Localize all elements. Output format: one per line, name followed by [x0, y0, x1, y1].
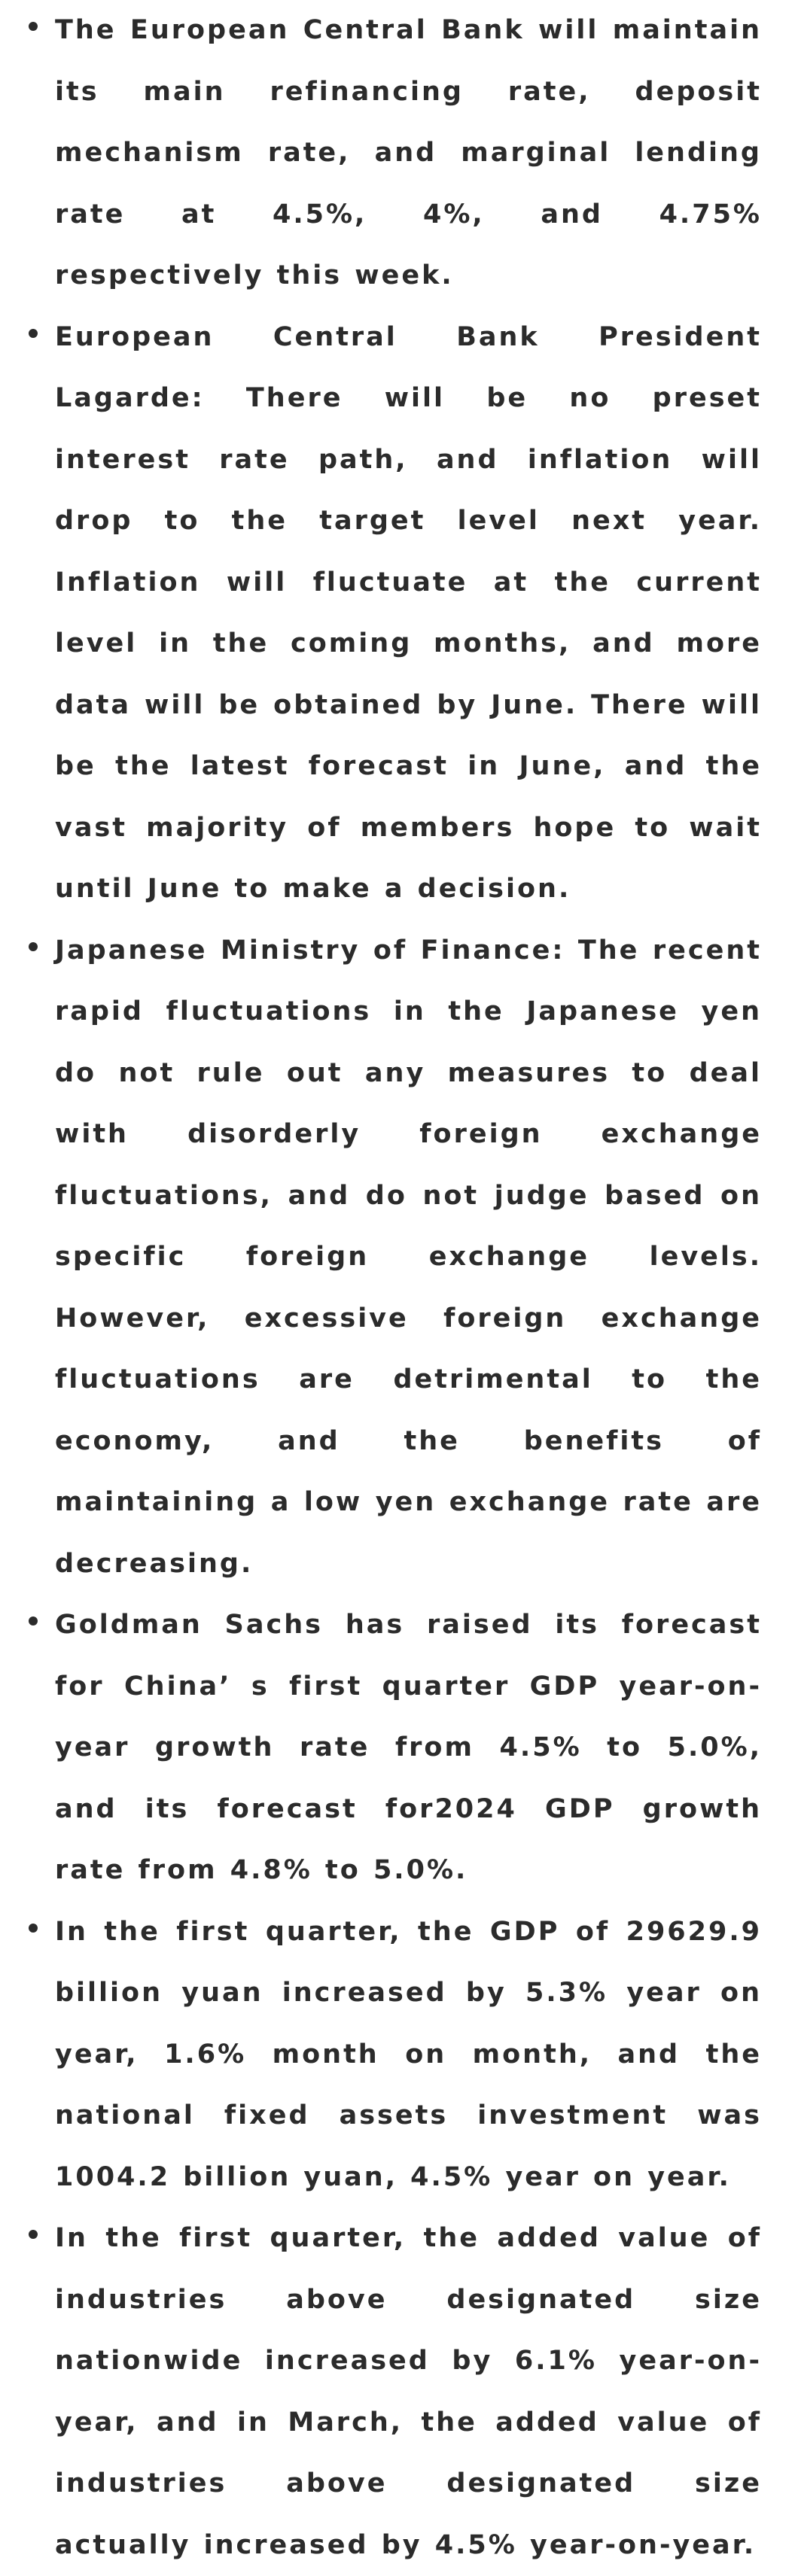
- news-item-text: In the first quarter, the added value of industries above designated size nationwide increased by 6.1% year-on-year, and in March, the added value of industries above designated size actually increased by 4.5% year-on-year.: [55, 2223, 762, 2560]
- news-item-text: European Central Bank President Lagarde: There will be no preset interest rate path, and inflation will drop to the target level next year. Inflation will fluctuate at the current level in the coming months, and more data will be obtained by June. There will be the latest forecast in June, and the vast majority of members hope to wait until June to make a decision.: [55, 321, 762, 904]
- bullet-icon: [29, 1924, 38, 1933]
- news-item-ecb-rates: [0, 0, 798, 307]
- news-item-lagarde: [0, 307, 798, 920]
- bullet-icon: [29, 22, 38, 31]
- news-item-goldman-sachs: [0, 1595, 798, 1902]
- bullet-icon: [29, 2230, 38, 2239]
- news-item-text: Japanese Ministry of Finance: The recent rapid fluctuations in the Japanese yen do not rule out any measures to deal with disorderly foreign exchange fluctuations, and do not judge based on specific foreign exchange levels. However, excessive foreign exchange fluctuations are detrimental to the economy, and the benefits of maintaining a low yen exchange rate are decreasing.: [55, 935, 762, 1579]
- news-item-text: Goldman Sachs has raised its forecast for China’ s first quarter GDP year-on-year growth rate from 4.5% to 5.0%, and its forecast for2024 GDP growth rate from 4.8% to 5.0%.: [55, 1610, 762, 1885]
- news-item-industrial-value: [0, 2208, 798, 2576]
- bullet-icon: [29, 329, 38, 338]
- news-item-japan-mof: [0, 920, 798, 1595]
- news-item-text: In the first quarter, the GDP of 29629.9 billion yuan increased by 5.3% year on year, 1.6% month on month, and the national fixed assets investment was 1004.2 billion yuan, 4.5% year on year.: [55, 1916, 762, 2192]
- bullet-icon: [29, 942, 38, 951]
- news-item-text: The European Central Bank will maintain its main refinancing rate, deposit mechanism rate, and marginal lending rate at 4.5%, 4%, and 4.75% respectively this week.: [55, 15, 762, 290]
- bullet-icon: [29, 1616, 38, 1626]
